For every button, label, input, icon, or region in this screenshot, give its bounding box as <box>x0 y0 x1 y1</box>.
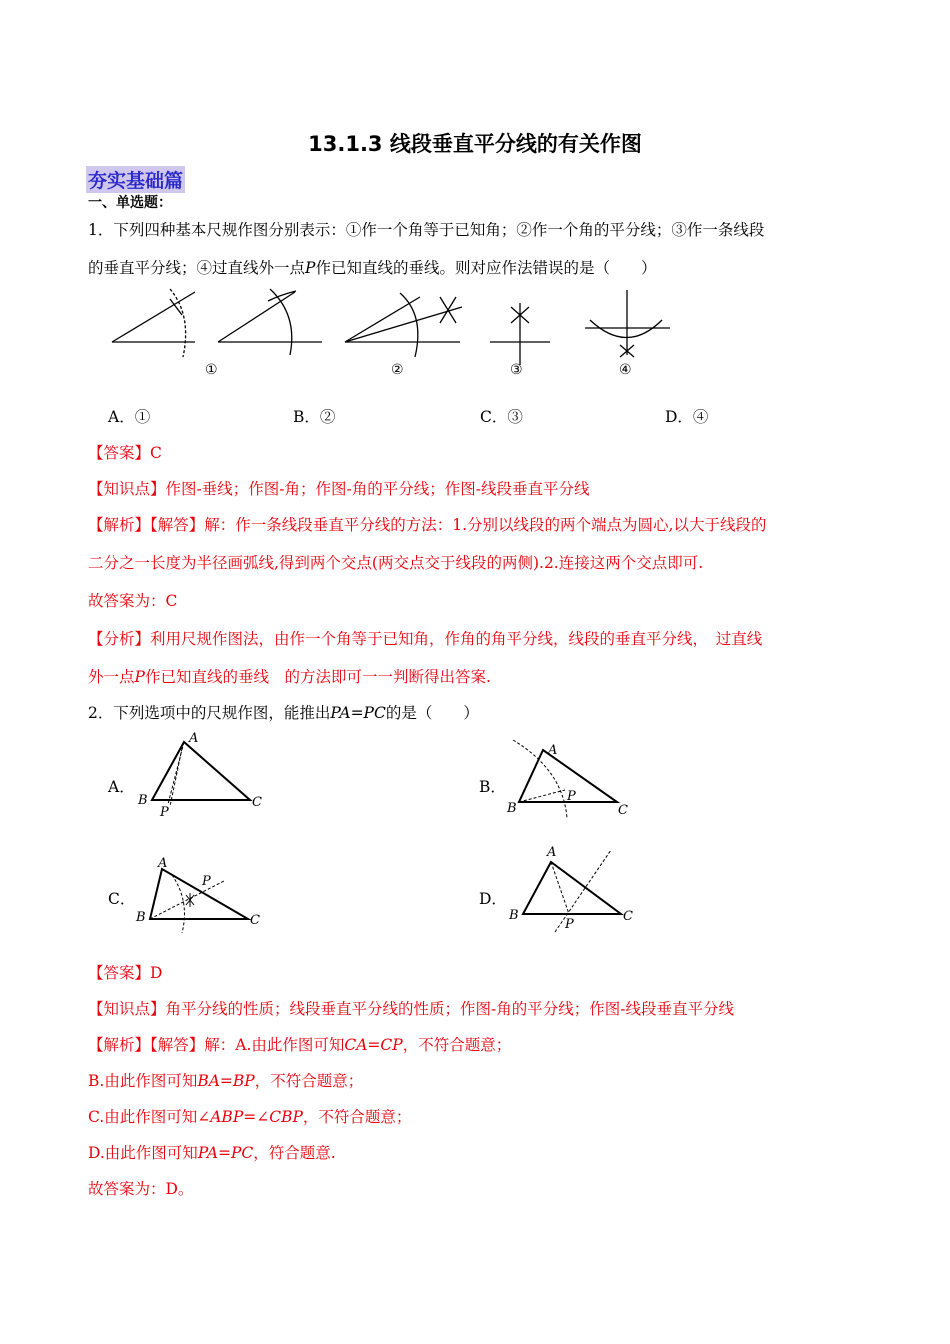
q2-option-a[interactable]: A． <box>108 778 135 796</box>
page-title: 13.1.3 线段垂直平分线的有关作图 <box>308 132 642 156</box>
q2-option-d[interactable]: D． <box>479 890 507 908</box>
fig1-ray-upper <box>112 292 195 342</box>
q2d-label-a: A <box>547 845 557 860</box>
q2a-label-p: P <box>160 805 169 820</box>
q2-option-c[interactable]: C． <box>108 890 136 908</box>
part-heading: 一、单选题： <box>88 195 172 211</box>
q2c-label-a: A <box>158 856 168 871</box>
fig-label-1: ① <box>205 362 218 378</box>
q2a-label-b: B <box>138 793 148 808</box>
q2d-label-b: B <box>509 908 519 923</box>
q2-figure-d <box>505 842 645 934</box>
q2c-label-p: P <box>202 874 211 889</box>
q2-answer: 【答案】D <box>88 964 163 982</box>
q2b-label-b: B <box>507 801 517 816</box>
q1-stem-line1: 1．下列四种基本尺规作图分别表示：①作一个角等于已知角；②作一个角的平分线；③作一条线段 <box>88 221 765 239</box>
q2b-label-c: C <box>618 803 628 818</box>
q2-figure-b <box>505 740 645 822</box>
q2c-label-c: C <box>250 913 260 928</box>
q2-analysis-c: C.由此作图可知∠ABP=∠CBP，不符合题意； <box>88 1108 412 1126</box>
q2a-label-a: A <box>189 731 199 746</box>
q1-final-answer: 故答案为：C <box>88 592 178 610</box>
q2-option-b[interactable]: B． <box>479 778 506 796</box>
q1-option-a[interactable]: A．① <box>108 408 151 426</box>
q2d-label-p: P <box>565 917 574 932</box>
q2b-arc <box>513 740 567 818</box>
q2c-bisector <box>150 881 224 919</box>
q1-answer: 【答案】C <box>88 444 162 462</box>
q2b-segment-bp <box>519 790 565 802</box>
q2-knowledge: 【知识点】角平分线的性质；线段垂直平分线的性质；作图-角的平分线；作图-线段垂直平分线 <box>88 1000 734 1018</box>
q2d-triangle <box>523 862 621 914</box>
q1-analysis-line2: 二分之一长度为半径画弧线,得到两个交点(两交点交于线段的两侧).2.连接这两个交点即可. <box>88 554 704 572</box>
q1-stem-line2: 的垂直平分线；④过直线外一点P作已知直线的垂线。则对应作法错误的是（ ） <box>88 259 657 277</box>
q2-figure-c <box>132 855 272 935</box>
q2d-label-c: C <box>623 909 633 924</box>
q1-knowledge: 【知识点】作图-垂线；作图-角；作图-角的平分线；作图-线段垂直平分线 <box>88 480 590 498</box>
q2b-label-a: A <box>548 743 558 758</box>
q2-analysis-a: 【解析】【解答】解：A.由此作图可知CA=CP，不符合题意； <box>88 1036 512 1054</box>
q2-figure-a <box>132 728 272 820</box>
q2-analysis-b: B.由此作图可知BA=BP，不符合题意； <box>88 1072 364 1090</box>
fig-label-3: ③ <box>510 362 523 378</box>
q2a-label-c: C <box>252 795 262 810</box>
fig-label-2: ② <box>391 362 404 378</box>
q2-analysis-d: D.由此作图可知PA=PC，符合题意. <box>88 1144 336 1162</box>
q2-stem: 2．下列选项中的尺规作图，能推出PA=PC的是（ ） <box>88 704 479 722</box>
q1-analysis-line1: 【解析】【解答】解：作一条线段垂直平分线的方法：1.分别以线段的两个端点为圆心,以大于线段的 <box>88 516 767 534</box>
fig2-ray-upper <box>218 292 295 342</box>
fig2-mark <box>268 291 296 301</box>
q2d-perp-bisector <box>555 850 611 932</box>
q2a-triangle <box>152 742 250 800</box>
fig5-arc <box>590 320 662 338</box>
q2b-label-p: P <box>567 789 576 804</box>
q2-final-answer: 故答案为：D。 <box>88 1180 194 1198</box>
q1-construction-figures <box>100 285 690 380</box>
fig3-bisector <box>345 307 462 342</box>
fig-label-4: ④ <box>619 362 632 378</box>
q1-option-c[interactable]: C．③ <box>480 408 523 426</box>
q1-option-b[interactable]: B．② <box>293 408 336 426</box>
section-heading: 夯实基础篇 <box>86 166 185 193</box>
q1-fenxi-line1: 【分析】利用尺规作图法，由作一个角等于已知角，作角的角平分线，线段的垂直平分线， 过直线 <box>88 630 763 648</box>
q1-fenxi-line2: 外一点P作已知直线的垂线 的方法即可一一判断得出答案. <box>88 668 491 686</box>
q2a-segment-ap <box>168 742 184 804</box>
q2c-label-b: B <box>136 910 146 925</box>
q1-option-d[interactable]: D．④ <box>665 408 709 426</box>
